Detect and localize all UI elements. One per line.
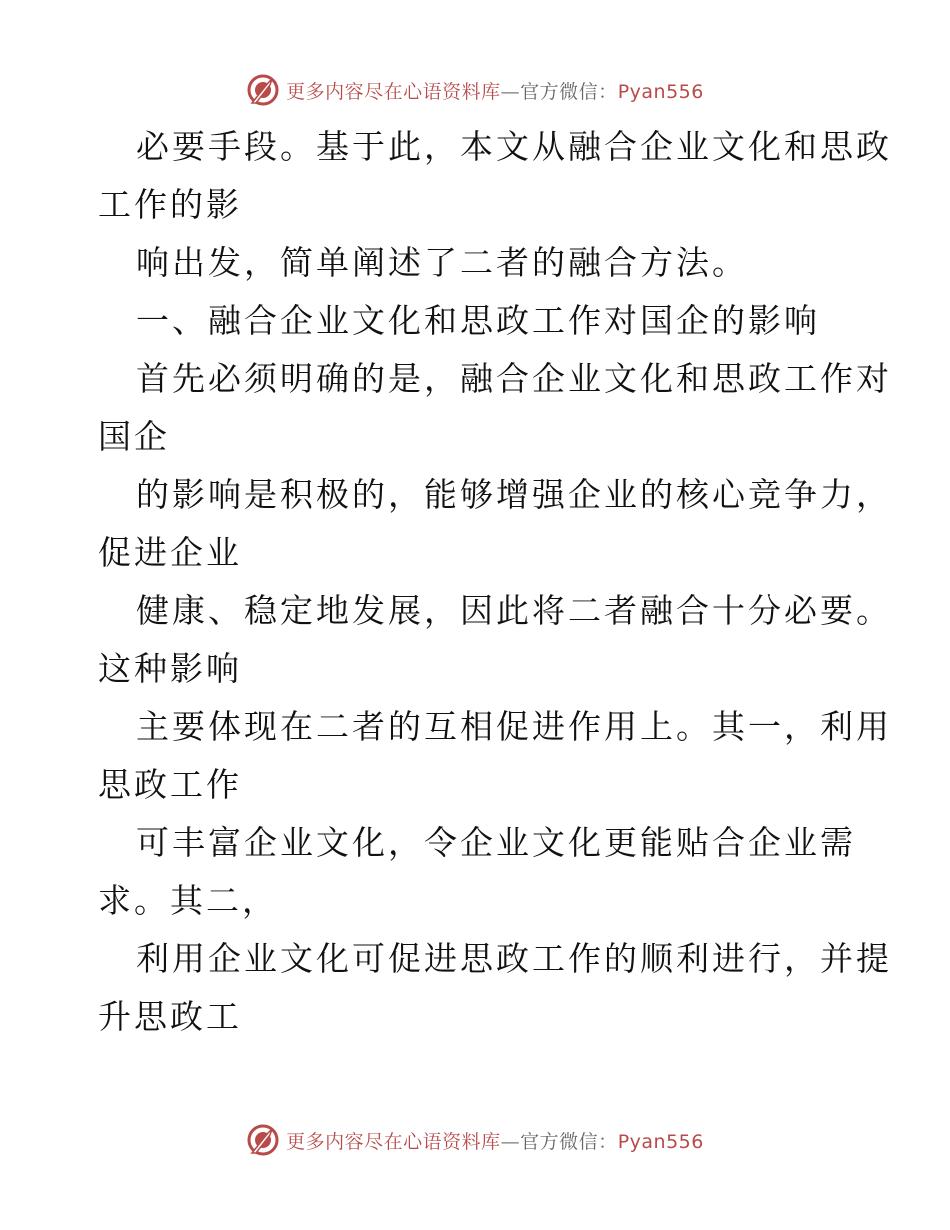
watermark-label: 官方微信： <box>520 80 618 103</box>
text-line: 可丰富企业文化，令企业文化更能贴合企业需 <box>136 823 856 862</box>
text-line: 必要手段。基于此，本文从融合企业文化和思政 <box>136 127 892 166</box>
quill-seal-icon <box>246 73 280 107</box>
watermark-account: Pyan556 <box>617 80 704 103</box>
watermark-separator: — <box>500 1130 521 1153</box>
text-line: 响出发，简单阐述了二者的融合方法。 <box>136 243 748 282</box>
watermark-text <box>286 1127 704 1154</box>
watermark-site: 更多内容尽在心语资料库 <box>286 80 501 103</box>
text-line: 这种影响 <box>98 649 242 688</box>
quill-seal-icon <box>246 1123 280 1157</box>
document-body <box>98 118 892 1046</box>
watermark-footer <box>0 1120 950 1160</box>
watermark-separator: — <box>500 80 521 103</box>
watermark-label: 官方微信： <box>520 1130 618 1153</box>
text-line: 首先必须明确的是，融合企业文化和思政工作对 <box>136 359 892 398</box>
watermark-header <box>0 70 950 110</box>
watermark-text <box>286 77 704 104</box>
text-line: 思政工作 <box>98 765 242 804</box>
text-line: 国企 <box>98 417 170 456</box>
text-line: 的影响是积极的，能够增强企业的核心竞争力， <box>136 475 892 514</box>
text-line: 升思政工 <box>98 997 242 1036</box>
text-line: 工作的影 <box>98 185 242 224</box>
text-line: 求。其二， <box>98 881 278 920</box>
text-line: 利用企业文化可促进思政工作的顺利进行，并提 <box>136 939 892 978</box>
watermark-site: 更多内容尽在心语资料库 <box>286 1130 501 1153</box>
section-heading: 一、融合企业文化和思政工作对国企的影响 <box>136 301 820 340</box>
text-line: 主要体现在二者的互相促进作用上。其一，利用 <box>136 707 892 746</box>
watermark-account: Pyan556 <box>617 1130 704 1153</box>
text-line: 健康、稳定地发展，因此将二者融合十分必要。 <box>136 591 892 630</box>
text-line: 促进企业 <box>98 533 242 572</box>
